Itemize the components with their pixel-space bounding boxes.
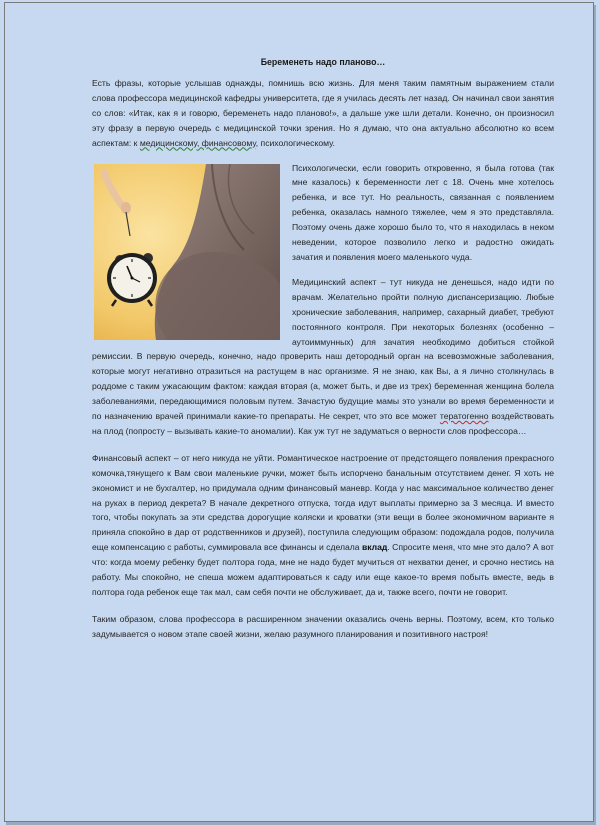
- photo-illustration: [94, 164, 280, 340]
- intro-text: Есть фразы, которые услышав однажды, помнишь всю жизнь. Для меня таким памятным выражением стали слова профессора медицинской кафедры университета, где я училась десять лет назад. Он начинал свои занятия со слов: «Итак, как я и говорю, беременеть надо планово!», а дальше уже шли детали. Конечно, он произносил эту фразу в первую очередь с медицинской точки зрения. Но я думаю, что она актуально абсолютно ко всем аспектам: к: [92, 78, 554, 148]
- image-section: [92, 161, 554, 439]
- intro-paragraph: [92, 76, 554, 151]
- intro-end: , психологическому.: [255, 137, 335, 148]
- pregnant-woman-with-clock-photo: [94, 164, 280, 340]
- financial-paragraph: [92, 451, 554, 600]
- finance-bold-word: вклад: [361, 542, 388, 553]
- finance-text-b: . Спросите меня, что мне это дало? А вот что: когда моему ребенку будет полтора года, мне не надо будет мучиться от нехватки денег, и срочно нестись на работу. Мы спокойно, не спеша можем адаптироваться к саду или еще какое-то время побыть вместе, ведь в полтора года ребенок еще так мал, сам себя почти не обслуживает, да и, также всего, почти не говорит.: [92, 542, 554, 597]
- medical-text-a: Медицинский аспект – тут никуда не денешься, надо идти по врачам. Желательно пройти полную диспансеризацию. Любые хронические заболевания, например, сахарный диабет, требуют постоянного контроля. При некоторых болезнях (особенно – аутоиммунных) для зачатия необходимо добиться стойкой ремиссии. В первую очередь, конечно, надо проверить наш детородный орган на всевозможные заболевания, которые могут негативно отразиться на растущем в нас организме. Я не знаю, как Вы, а я лично столкнулась в роддоме с таким ужасающим фактом: каждая вторая (а, может быть, и две из трех) беременная женщина болела заболеваниями, передающимися половым путем. Зачастую будущие мамы это узнали во время беременности и по назначению врачей принимали какие-то препараты. Не секрет, что это все может: [92, 276, 554, 422]
- medical-text-b: воздействовать на плод (попросту – вызывать какие-то аномалии). Как уж тут не задуматься о верности слов профессора…: [92, 411, 555, 436]
- conclusion-paragraph: Таким образом, слова профессора в расширенном значении оказались очень верны. Поэтому, всем, кто только задумывается о новом этапе своей жизни, желаю разумного планирования и позитивного настроя!: [92, 613, 554, 639]
- intro-underlined-words: медицинскому, финансовому: [139, 137, 256, 148]
- document-title: Беременеть надо планово…: [260, 57, 386, 67]
- finance-text-a: Финансовый аспект – от него никуда не уйти. Романтическое настроение от предстоящего появления прекрасного комочка,тянущего к Вам свои маленькие ручки, может быть испорчено банальным отсутствием денег. Я хоть не экономист и не бухгалтер, но придумала одним финансовый маневр. Когда у нас максимальное количество денег на руках в период декрета? В начале декретного отпуска, тогда идут выплаты примерно за 3 месяца. И вместо того, чтобы покупать за эти средства дорогущие коляски и кроватки (эти вещи в более экономичном варианте я приняла спокойно в дар от родственников и друзей), поступила следующим образом: подождала родов, получила еще компенсацию с работы, суммировала все финансы и сделала: [92, 452, 554, 553]
- document-body: [92, 56, 554, 642]
- psychological-paragraph: Психологически, если говорить откровенно, я была готова (так мне казалось) к беременности лет с 18. Очень мне хотелось ребенка, и все тут. Но реальность, связанная с появлением ребенка, оказалась намного тяжелее, чем я это представляла. Поэтому очень даже хорошо было то, что я находилась в неком неведении, которое позволило легко и радостно ожидать зачатия и появления моего маленького чуда.: [292, 162, 554, 262]
- medical-underlined-word: тератогенно: [439, 411, 489, 422]
